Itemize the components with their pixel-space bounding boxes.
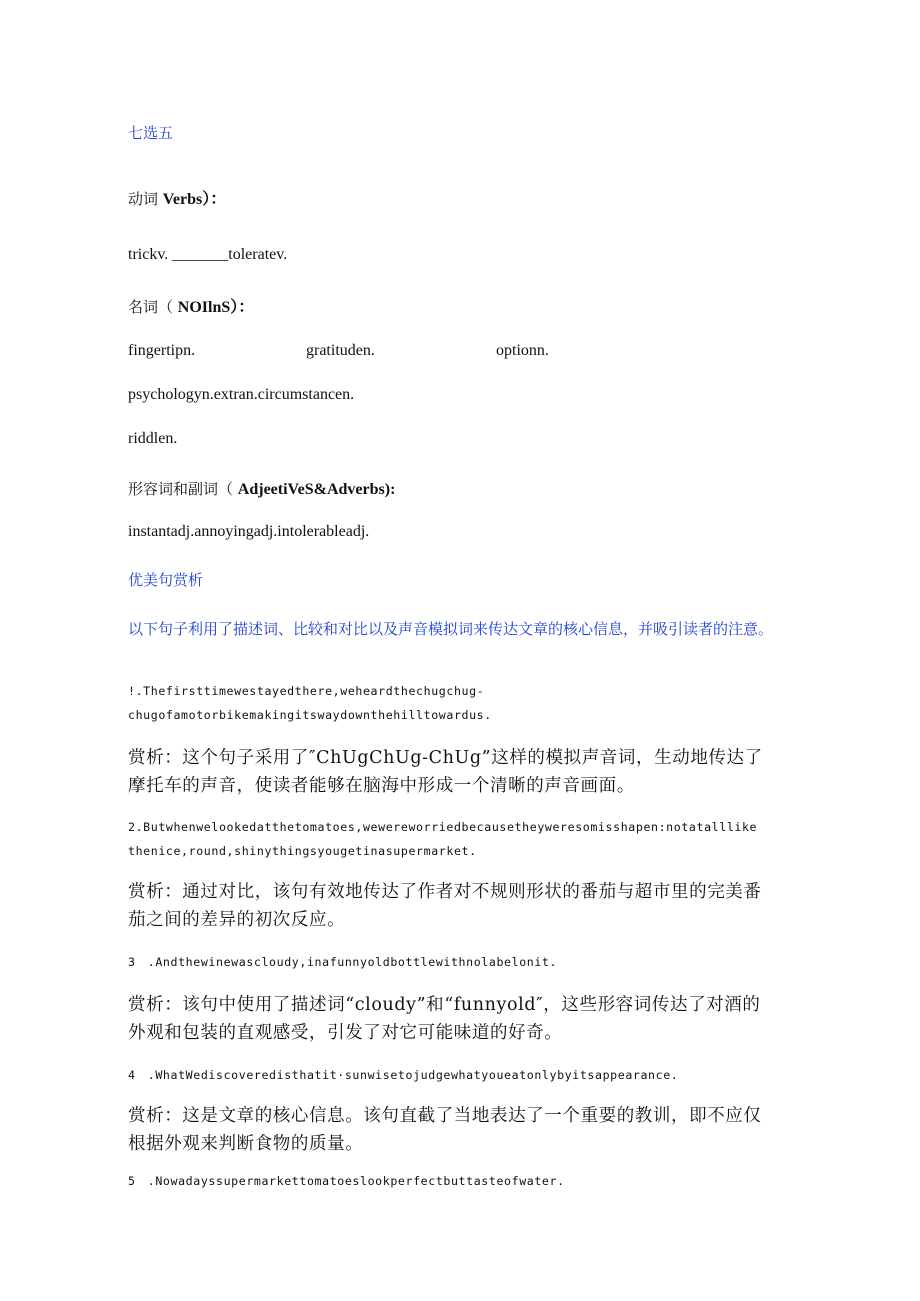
- nouns-label-cn: 名词（: [128, 298, 174, 316]
- noun-fingertip: fingertipn.: [128, 342, 196, 359]
- analysis-2: 赏析：通过对比，该句有效地传达了作者对不规则形状的番茄与超市里的完美番茄之间的差异的初次反应。: [128, 882, 762, 930]
- analysis-4: 赏析：这是文章的核心信息。该句直截了当地表达了一个重要的教训，即不应仅根据外观来判断食物的质量。: [128, 1106, 762, 1154]
- appreciation-title: 优美句赏析: [128, 571, 204, 589]
- sentence-5: 5 .Nowadayssupermarkettomatoeslookperfectbuttasteofwater.: [128, 1174, 565, 1188]
- verbs-label-cn: 动词: [128, 190, 159, 208]
- noun-option: optionn.: [496, 342, 549, 359]
- section-title: 七选五: [128, 124, 174, 142]
- sentence-2-line-2: thenice,round,shinythingsyougetinasupermarket.: [128, 844, 477, 858]
- nouns-label-en: NOIlnS）：: [177, 299, 255, 316]
- adj-label-cn: 形容词和副词（: [128, 480, 234, 498]
- adj-label-en: AdjeetiVeS&Adverbs):: [237, 481, 396, 498]
- analysis-3: 赏析：该句中使用了描述词“cloudy”和“funnyold″，这些形容词传达了对酒的外观和包装的直观感受，引发了对它可能味道的好奇。: [128, 995, 761, 1043]
- sentence-2-line-1: 2.Butwhenwelookedatthetomatoes,wewereworriedbecausetheyweresomisshapen:notatalllike: [128, 820, 758, 834]
- verbs-list: trickv. _______toleratev.: [128, 246, 288, 263]
- nouns-row-3: riddlen.: [128, 430, 178, 447]
- adj-heading: [128, 478, 395, 499]
- sentence-4: 4 .WhatWediscoveredisthatit·sunwisetojudgewhatyoueatonlybyitsappearance.: [128, 1068, 679, 1082]
- verbs-heading: [128, 186, 226, 209]
- analysis-1: 赏析：这个句子采用了″ChUgChUg-ChUg”这样的模拟声音词，生动地传达了摩托车的声音，使读者能够在脑海中形成一个清晰的声音画面。: [128, 748, 763, 796]
- nouns-row-2: psychologyn.extran.circumstancen.: [128, 386, 355, 403]
- sentence-1-line-1: !.Thefirsttimewestayedthere,weheardthechugchug-: [128, 684, 485, 698]
- sentence-1-line-2: chugofamotorbikemakingitswaydownthehilltowardus.: [128, 708, 492, 722]
- nouns-heading: [128, 294, 254, 317]
- appreciation-intro: 以下句子利用了描述词、比较和对比以及声音模拟词来传达文章的核心信息，并吸引读者的注意。: [128, 620, 774, 638]
- noun-gratitude: gratituden.: [306, 342, 375, 359]
- sentence-3: 3 .Andthewinewascloudy,inafunnyoldbottlewithnolabelonit.: [128, 955, 558, 969]
- verbs-label-en: Verbs）：: [162, 191, 227, 208]
- adj-list: instantadj.annoyingadj.intolerableadj.: [128, 523, 370, 540]
